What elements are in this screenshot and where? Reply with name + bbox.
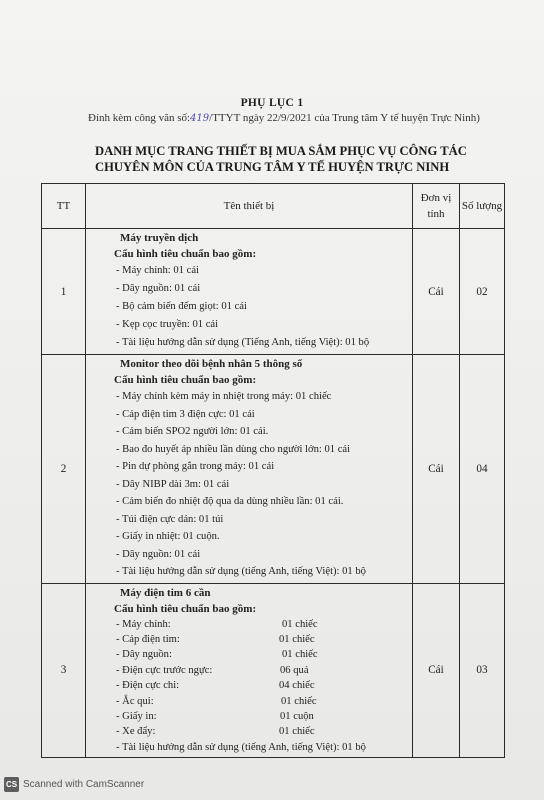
row-number: 3 bbox=[42, 583, 86, 758]
config-item bbox=[116, 694, 412, 709]
device-cell bbox=[86, 355, 413, 584]
config-item bbox=[116, 724, 412, 739]
config-item-text: - Tài liệu hướng dẫn sử dụng (tiếng Anh, tiếng Việt): 01 bộ bbox=[116, 566, 366, 577]
attachment-suffix: /TTYT ngày 22/9/2021 của Trung tâm Y tế huyện Trực Ninh) bbox=[209, 112, 480, 124]
unit-cell: Cái bbox=[413, 583, 460, 758]
camscanner-logo-icon: CS bbox=[4, 777, 19, 792]
config-item-text: - Dây nguồn: bbox=[116, 649, 172, 661]
unit-cell: Cái bbox=[413, 355, 460, 584]
header-name: Tên thiết bị bbox=[86, 184, 413, 229]
config-item-text: - Ắc qui: bbox=[116, 695, 154, 707]
table-row bbox=[42, 355, 505, 584]
config-item bbox=[116, 546, 412, 564]
config-item bbox=[116, 298, 412, 316]
camscanner-label: Scanned with CamScanner bbox=[23, 779, 145, 790]
config-label: Cấu hình tiêu chuẩn bao gồm: bbox=[114, 248, 257, 260]
config-item-text: - Điện cực chi: bbox=[116, 680, 180, 692]
config-item-text: - Bộ cảm biến đếm giọt: 01 cái bbox=[116, 301, 247, 312]
config-item-text: - Túi điện cực dán: 01 túi bbox=[116, 513, 224, 525]
config-item bbox=[116, 334, 412, 352]
config-item-text: - Bao đo huyết áp nhiều lần dùng cho người lớn: 01 cái bbox=[116, 443, 351, 455]
config-item bbox=[116, 262, 412, 280]
config-item bbox=[116, 493, 412, 511]
config-item-text: - Pin dự phòng gắn trong máy: 01 cái bbox=[116, 461, 275, 472]
attachment-prefix: Đính kèm công văn số: bbox=[88, 112, 191, 124]
config-item-text: - Dây NIBP dài 3m: 01 cái bbox=[116, 478, 230, 490]
config-item-text: - Điện cực trước ngực: bbox=[116, 664, 213, 676]
quantity-cell: 03 bbox=[460, 583, 505, 758]
document-heading: DANH MỤC TRANG THIẾT BỊ MUA SẮM PHỤC VỤ CÔNG TÁC CHUYÊN MÔN CỦA TRUNG TÂM Y TẾ HUYỆN TRỰC NINH bbox=[95, 144, 467, 174]
config-item-text: - Máy chính kèm máy in nhiệt trong máy: 01 chiếc bbox=[116, 391, 332, 402]
header-unit: Đơn vị tính bbox=[413, 184, 460, 229]
config-item bbox=[116, 406, 412, 424]
config-item-qty: 01 chiếc bbox=[281, 695, 317, 707]
config-item-qty: 06 quả bbox=[280, 664, 309, 676]
config-item bbox=[116, 563, 412, 581]
config-item bbox=[116, 388, 412, 406]
device-name: Máy điện tim 6 cần bbox=[120, 586, 211, 599]
config-item-text: - Cáp điện tim 3 điện cực: 01 cái bbox=[116, 408, 255, 420]
device-name: Monitor theo dõi bệnh nhân 5 thông số bbox=[120, 358, 303, 370]
config-item bbox=[116, 740, 412, 755]
table-row bbox=[42, 583, 505, 758]
config-item-qty: 01 cuộn bbox=[280, 710, 314, 722]
config-item-text: - Tài liệu hướng dẫn sử dụng (Tiếng Anh, tiếng Việt): 01 bộ bbox=[116, 337, 370, 348]
camscanner-footer bbox=[4, 777, 144, 792]
config-item-text: - Xe đẩy: bbox=[116, 726, 156, 738]
config-item-text: - Giấy in: bbox=[116, 710, 157, 722]
config-item-qty: 01 chiếc bbox=[279, 633, 315, 645]
config-label: Cấu hình tiêu chuẩn bao gồm: bbox=[114, 602, 257, 615]
config-item-qty: 01 chiếc bbox=[282, 649, 318, 661]
row-number: 2 bbox=[42, 355, 86, 584]
config-item-text: - Máy chính: bbox=[116, 618, 171, 630]
quantity-cell: 04 bbox=[460, 355, 505, 584]
unit-cell: Cái bbox=[413, 229, 460, 355]
row-number: 1 bbox=[42, 229, 86, 355]
handwritten-number: 419 bbox=[190, 113, 210, 124]
config-item bbox=[116, 663, 412, 678]
config-item-qty: 04 chiếc bbox=[279, 680, 315, 692]
config-item bbox=[116, 441, 412, 459]
appendix-title: PHỤ LỤC 1 bbox=[240, 97, 304, 109]
config-item-text: - Tài liệu hướng dẫn sử dụng (tiếng Anh, tiếng Việt): 01 bộ bbox=[116, 741, 366, 753]
config-item-text: - Cảm biến SPO2 người lớn: 01 cái. bbox=[116, 426, 269, 437]
config-item-text: - Máy chính: 01 cái bbox=[116, 265, 199, 276]
config-item bbox=[116, 617, 412, 632]
config-item bbox=[116, 476, 412, 494]
config-item bbox=[116, 647, 412, 662]
config-item bbox=[116, 709, 412, 724]
config-item bbox=[116, 423, 412, 441]
config-label: Cấu hình tiêu chuẩn bao gồm: bbox=[114, 374, 257, 386]
device-cell bbox=[86, 229, 413, 355]
config-item bbox=[116, 280, 412, 298]
config-item-text: - Kẹp cọc truyền: 01 cái bbox=[116, 319, 219, 330]
config-item bbox=[116, 678, 412, 693]
header-qty: Số lượng bbox=[460, 184, 505, 229]
header-tt: TT bbox=[42, 184, 86, 229]
config-item bbox=[116, 528, 412, 546]
attachment-note bbox=[88, 111, 508, 126]
config-item-text: - Dây nguồn: 01 cái bbox=[116, 548, 201, 560]
device-cell bbox=[86, 583, 413, 758]
config-item-text: - Cảm biến đo nhiệt độ qua da dùng nhiều lần: 01 cái. bbox=[116, 496, 344, 507]
table-row bbox=[42, 229, 505, 355]
config-item bbox=[116, 511, 412, 529]
config-item bbox=[116, 316, 412, 334]
table-header-row bbox=[42, 184, 505, 229]
config-item bbox=[116, 632, 412, 647]
config-item-qty: 01 chiếc bbox=[279, 726, 315, 738]
equipment-table bbox=[41, 183, 505, 758]
config-item-text: - Dây nguồn: 01 cái bbox=[116, 283, 201, 294]
device-name: Máy truyền dịch bbox=[120, 232, 199, 244]
quantity-cell: 02 bbox=[460, 229, 505, 355]
config-item bbox=[116, 458, 412, 476]
config-item-text: - Cáp điện tim: bbox=[116, 633, 180, 645]
config-item-qty: 01 chiếc bbox=[282, 618, 318, 630]
config-item-text: - Giấy in nhiệt: 01 cuộn. bbox=[116, 531, 220, 542]
